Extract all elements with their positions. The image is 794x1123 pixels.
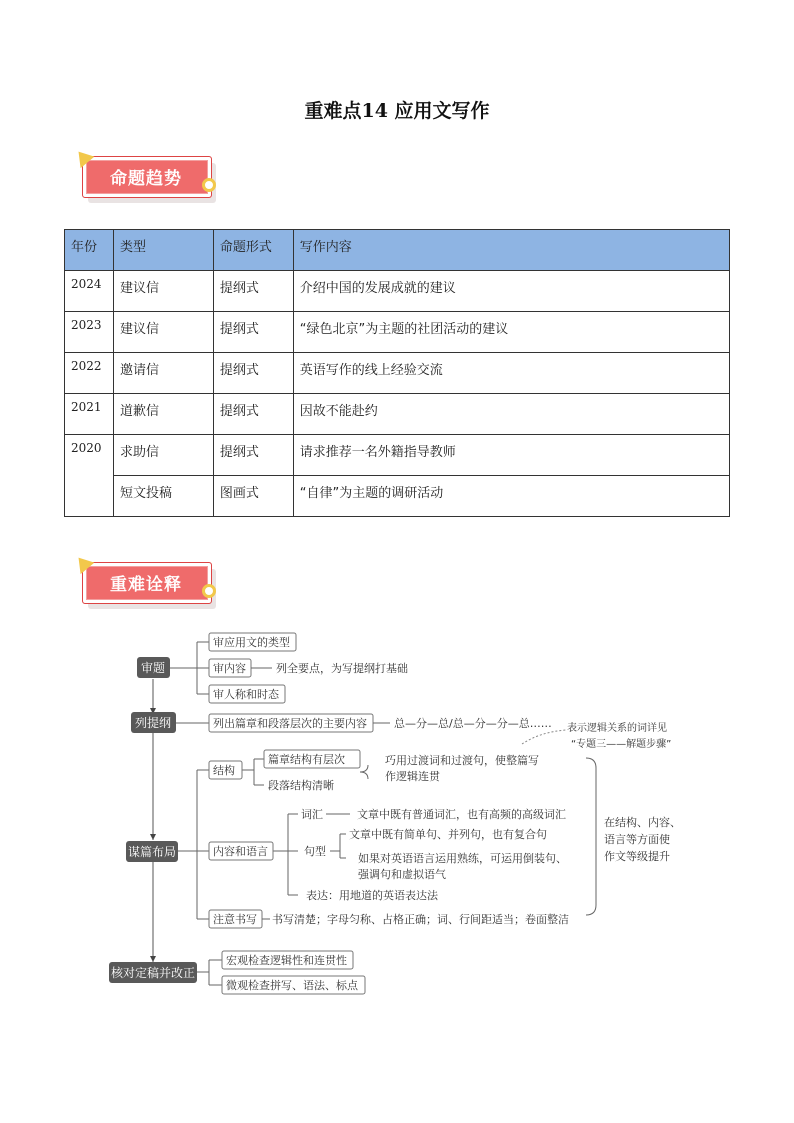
cell-type: 邀请信 (113, 353, 213, 394)
cell-year: 2022 (65, 353, 114, 394)
table-row (65, 394, 730, 435)
step-liti-label: 列提纲 (134, 716, 172, 730)
writing-steps-diagram (0, 620, 794, 1010)
header-content: 写作内容 (293, 230, 729, 271)
header-year: 年份 (65, 230, 114, 271)
cell-type: 道歉信 (113, 394, 213, 435)
cell-type: 求助信 (113, 435, 213, 476)
cell-type: 短文投稿 (113, 476, 213, 517)
zhuyi-note: 书写清楚；字母匀称、占格正确；词、行间距适当；卷面整洁 (272, 913, 569, 926)
biaoda-item: 表达：用地道的英语表达法 (306, 889, 438, 902)
trend-section-label: 命题趋势 (110, 169, 182, 189)
trend-section-badge (82, 156, 222, 208)
cihui-note: 文章中既有普通词汇，也有高频的高级词汇 (357, 808, 566, 821)
cell-year: 2021 (65, 394, 114, 435)
cell-form: 提纲式 (213, 435, 293, 476)
cell-year: 2024 (65, 271, 114, 312)
step-hedui (109, 962, 197, 983)
exam-trend-table (64, 229, 730, 517)
right-note-line1: 在结构、内容、 (604, 816, 681, 829)
jiegou-item-2: 段落结构清晰 (268, 779, 334, 792)
header-form: 命题形式 (213, 230, 293, 271)
cell-form: 提纲式 (213, 271, 293, 312)
shenti-item-person: 审人称和时态 (213, 688, 279, 701)
step-liti (131, 712, 176, 733)
juxing-note-2: 如果对英语语言运用熟练，可运用倒装句、 (358, 852, 567, 865)
juxing-note-1: 文章中既有简单句、并列句，也有复合句 (349, 828, 547, 841)
table-row (65, 353, 730, 394)
cell-content: 英语写作的线上经验交流 (293, 353, 729, 394)
cell-content: “自律”为主题的调研活动 (293, 476, 729, 517)
step-shenti (137, 657, 170, 678)
jiegou-note-2: 作逻辑连贯 (385, 770, 440, 783)
juxing-label: 句型 (304, 845, 326, 858)
side-note-line2: “专题三——解题步骤” (571, 739, 672, 750)
jiegou-item-1: 篇章结构有层次 (268, 753, 345, 766)
neirong-label: 内容和语言 (213, 845, 268, 858)
header-type: 类型 (113, 230, 213, 271)
explain-section-label: 重难诠释 (110, 575, 182, 595)
cell-form: 提纲式 (213, 312, 293, 353)
cell-form: 提纲式 (213, 353, 293, 394)
table-row (65, 435, 730, 476)
cell-type: 建议信 (113, 312, 213, 353)
page-title: 重难点14 应用文写作 (304, 100, 490, 122)
liti-item: 列出篇章和段落层次的主要内容 (213, 717, 367, 730)
table-row (65, 271, 730, 312)
right-note-line3: 作文等级提升 (604, 850, 670, 863)
cell-form: 提纲式 (213, 394, 293, 435)
cell-type: 建议信 (113, 271, 213, 312)
hedui-item-2: 微观检查拼写、语法、标点 (226, 979, 358, 992)
right-note-line2: 语言等方面使 (604, 833, 670, 846)
cell-content: “绿色北京”为主题的社团活动的建议 (293, 312, 729, 353)
ring-decoration-icon (202, 178, 216, 192)
shenti-item-type: 审应用文的类型 (213, 636, 290, 649)
jiegou-label: 结构 (213, 764, 235, 777)
table-row (65, 476, 730, 517)
side-note-line1: 表示逻辑关系的词详见 (567, 723, 667, 734)
cell-content: 因故不能赴约 (293, 394, 729, 435)
table-header-row (65, 230, 730, 271)
cell-year: 2023 (65, 312, 114, 353)
step-hedui-label: 核对定稿并改正 (110, 966, 196, 980)
cihui-label: 词汇 (301, 808, 323, 821)
jiegou-note-1: 巧用过渡词和过渡句，使整篇写 (385, 754, 539, 767)
explain-section-badge (82, 562, 222, 614)
liti-note: 总—分—总/总—分—分—总…… (394, 717, 552, 730)
juxing-note-3: 强调句和虚拟语气 (358, 868, 446, 881)
table-row (65, 312, 730, 353)
cell-form: 图画式 (213, 476, 293, 517)
shenti-note: 列全要点，为写提纲打基础 (276, 662, 408, 675)
ring-decoration-icon (202, 584, 216, 598)
shenti-item-content: 审内容 (213, 662, 246, 675)
hedui-item-1: 宏观检查逻辑性和连贯性 (226, 954, 347, 967)
cell-content: 请求推荐一名外籍指导教师 (293, 435, 729, 476)
cell-content: 介绍中国的发展成就的建议 (293, 271, 729, 312)
step-moupian-label: 谋篇布局 (127, 845, 177, 859)
step-moupian (126, 841, 178, 862)
zhuyi-label: 注意书写 (213, 913, 257, 926)
step-shenti-label: 审题 (140, 661, 166, 675)
cell-year: 2020 (65, 435, 114, 517)
